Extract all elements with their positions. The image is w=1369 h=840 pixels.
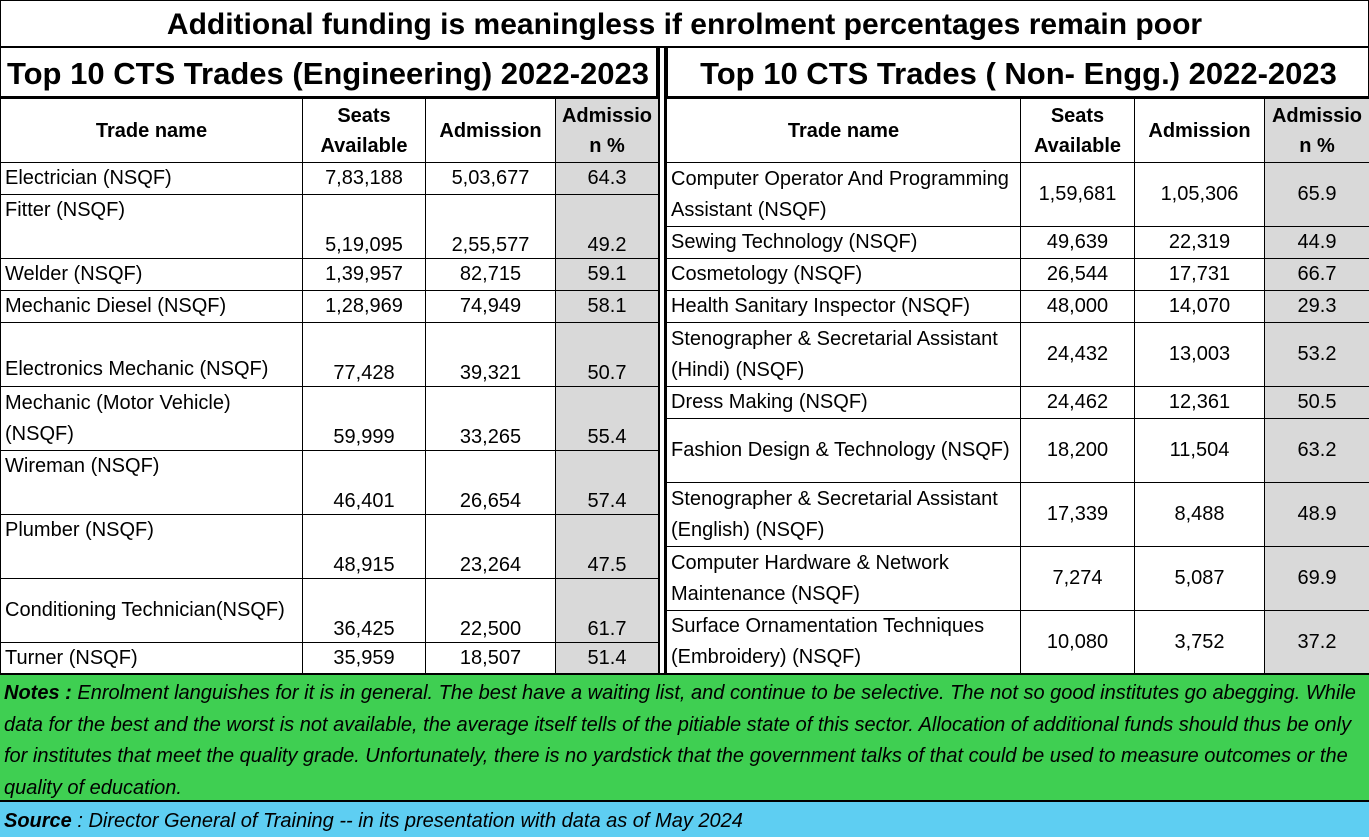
trade-name-cell: Electronics Mechanic (NSQF) [1,323,303,387]
admission-cell: 14,070 [1135,291,1265,323]
trade-name-cell: Cosmetology (NSQF) [667,259,1021,291]
trade-name-cell: Mechanic Diesel (NSQF) [1,291,303,323]
trade-name-cell: Health Sanitary Inspector (NSQF) [667,291,1021,323]
trade-name-cell: Stenographer & Secretarial Assistant (Hindi) (NSQF) [667,323,1021,387]
table-row [1,387,659,451]
admission-cell: 1,05,306 [1135,163,1265,227]
engineering-header-row [1,99,659,163]
seats-cell: 1,28,969 [303,291,426,323]
admission-pct-cell: 50.5 [1265,387,1369,419]
non-engineering-panel [666,48,1369,674]
trade-name-cell: Wireman (NSQF) [1,451,303,515]
table-row [667,259,1369,291]
admission-cell: 2,55,577 [426,195,556,259]
admission-cell: 13,003 [1135,323,1265,387]
table-row [667,323,1369,387]
admission-pct-cell: 48.9 [1265,483,1369,547]
col-admission: Admission [426,99,556,163]
seats-cell: 35,959 [303,643,426,675]
table-row [667,387,1369,419]
admission-cell: 5,03,677 [426,163,556,195]
panel-divider [658,48,666,673]
admission-pct-cell: 63.2 [1265,419,1369,483]
trade-name-cell: Dress Making (NSQF) [667,387,1021,419]
table-row [667,547,1369,611]
seats-cell: 77,428 [303,323,426,387]
admission-cell: 82,715 [426,259,556,291]
table-row [667,419,1369,483]
seats-cell: 24,462 [1021,387,1135,419]
table-row [1,323,659,387]
seats-cell: 1,59,681 [1021,163,1135,227]
col-admission: Admission [1135,99,1265,163]
col-seats-available: Seats Available [303,99,426,163]
trade-name-cell: Electrician (NSQF) [1,163,303,195]
table-row [667,163,1369,227]
engineering-heading: Top 10 CTS Trades (Engineering) 2022-2023 [0,48,658,98]
trade-name-cell: Surface Ornamentation Techniques (Embroidery) (NSQF) [667,611,1021,674]
admission-pct-cell: 47.5 [556,515,659,579]
seats-cell: 49,639 [1021,227,1135,259]
seats-cell: 59,999 [303,387,426,451]
trade-name-cell: Computer Hardware & Network Maintenance (NSQF) [667,547,1021,611]
trade-name-cell: Plumber (NSQF) [1,515,303,579]
trade-name-cell: Fashion Design & Technology (NSQF) [667,419,1021,483]
trade-name-cell: Mechanic (Motor Vehicle) (NSQF) [1,387,303,451]
source-label: Source [4,810,72,832]
seats-cell: 48,000 [1021,291,1135,323]
source-box: Source : Director General of Training -- in its presentation with data as of May 2024 [0,802,1369,837]
admission-cell: 12,361 [1135,387,1265,419]
engineering-panel [0,48,658,675]
table-row [1,291,659,323]
admission-pct-cell: 59.1 [556,259,659,291]
admission-pct-cell: 55.4 [556,387,659,451]
table-row [667,483,1369,547]
admission-pct-cell: 69.9 [1265,547,1369,611]
table-row [1,451,659,515]
table-row [667,291,1369,323]
table-row [667,227,1369,259]
seats-cell: 1,39,957 [303,259,426,291]
admission-pct-cell: 29.3 [1265,291,1369,323]
trade-name-cell: Stenographer & Secretarial Assistant (English) (NSQF) [667,483,1021,547]
table-row [1,643,659,675]
page-title: Additional funding is meaningless if enrolment percentages remain poor [0,0,1369,48]
trade-name-cell: Welder (NSQF) [1,259,303,291]
admission-cell: 22,319 [1135,227,1265,259]
admission-pct-cell: 61.7 [556,579,659,643]
admission-pct-cell: 50.7 [556,323,659,387]
table-row [1,579,659,643]
admission-pct-cell: 58.1 [556,291,659,323]
seats-cell: 46,401 [303,451,426,515]
admission-cell: 23,264 [426,515,556,579]
notes-text: Enrolment languishes for it is in general. The best have a waiting list, and continue to be selective. The not so good institutes go abegging. While data for the best and the worst is not available, the average itself tells of the pitiable state of this sector. Allocation of additional funds should thus be only for institutes that meet the quality grade. Unfortunately, there is no yardstick that the government talks of that could be used to measure outcomes or the quality of education. [4,682,1356,799]
col-admission-pct: Admissio n % [1265,99,1369,163]
admission-cell: 3,752 [1135,611,1265,674]
source-text: Director General of Training -- in its presentation with data as of May 2024 [88,810,742,832]
trade-name-cell: Sewing Technology (NSQF) [667,227,1021,259]
trade-name-cell: Fitter (NSQF) [1,195,303,259]
seats-cell: 7,274 [1021,547,1135,611]
table-row [1,259,659,291]
admission-pct-cell: 57.4 [556,451,659,515]
table-row [667,611,1369,674]
table-row [1,195,659,259]
table-row [1,163,659,195]
seats-cell: 48,915 [303,515,426,579]
admission-pct-cell: 49.2 [556,195,659,259]
non-engineering-heading: Top 10 CTS Trades ( Non- Engg.) 2022-2023 [666,48,1369,98]
admission-cell: 39,321 [426,323,556,387]
admission-pct-cell: 51.4 [556,643,659,675]
seats-cell: 24,432 [1021,323,1135,387]
admission-cell: 22,500 [426,579,556,643]
admission-cell: 11,504 [1135,419,1265,483]
notes-label: Notes [4,682,60,704]
admission-cell: 8,488 [1135,483,1265,547]
table-row [1,515,659,579]
col-admission-pct: Admissio n % [556,99,659,163]
seats-cell: 18,200 [1021,419,1135,483]
admission-cell: 33,265 [426,387,556,451]
non-engineering-table [666,98,1369,674]
trade-name-cell: Computer Operator And Programming Assistant (NSQF) [667,163,1021,227]
notes-box: Notes : Enrolment languishes for it is in general. The best have a waiting list, and continue to be selective. The not so good institutes go abegging. While data for the best and the worst is not available, the average itself tells of the pitiable state of this sector. Allocation of additional funds should thus be only for institutes that meet the quality grade. Unfortunately, there is no yardstick that the government talks of that could be used to measure outcomes or the quality of education. [0,673,1369,802]
col-trade-name: Trade name [667,99,1021,163]
seats-cell: 5,19,095 [303,195,426,259]
col-trade-name: Trade name [1,99,303,163]
seats-cell: 17,339 [1021,483,1135,547]
trade-name-cell: Conditioning Technician(NSQF) [1,579,303,643]
admission-cell: 74,949 [426,291,556,323]
admission-cell: 5,087 [1135,547,1265,611]
admission-pct-cell: 37.2 [1265,611,1369,674]
engineering-table [0,98,659,675]
admission-pct-cell: 53.2 [1265,323,1369,387]
admission-pct-cell: 64.3 [556,163,659,195]
seats-cell: 10,080 [1021,611,1135,674]
col-seats-available: Seats Available [1021,99,1135,163]
non-engineering-header-row [667,99,1369,163]
seats-cell: 26,544 [1021,259,1135,291]
admission-pct-cell: 66.7 [1265,259,1369,291]
admission-pct-cell: 44.9 [1265,227,1369,259]
admission-pct-cell: 65.9 [1265,163,1369,227]
admission-cell: 17,731 [1135,259,1265,291]
trade-name-cell: Turner (NSQF) [1,643,303,675]
seats-cell: 7,83,188 [303,163,426,195]
admission-cell: 26,654 [426,451,556,515]
seats-cell: 36,425 [303,579,426,643]
admission-cell: 18,507 [426,643,556,675]
